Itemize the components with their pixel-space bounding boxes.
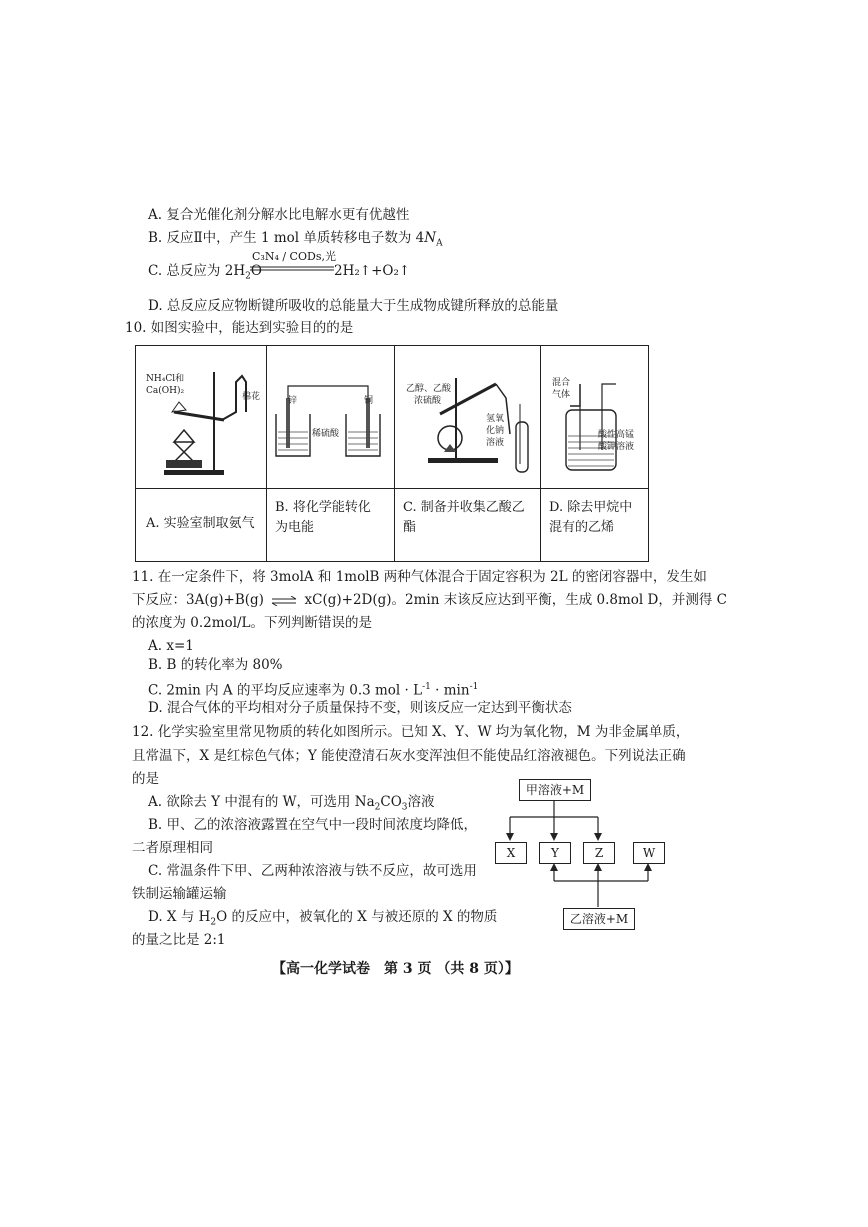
q10-apparatus-table — [135, 345, 649, 562]
q12-d-sub: 2 — [210, 917, 217, 928]
q12-a-sub1: 2 — [374, 802, 381, 813]
q9-option-c-products: 2H₂↑+O₂↑ — [334, 263, 411, 279]
q9-option-c-condition: C₃N₄ / CODs,光 — [252, 250, 336, 263]
label-conc-sulfuric-acid: 浓硫酸 — [414, 396, 442, 406]
q11-option-b: B. B 的转化率为 80% — [148, 657, 283, 673]
diagram-box-z: Z — [583, 842, 615, 864]
label-dilute-sulfuric-acid: 稀硫酸 — [312, 429, 340, 439]
table-divider — [394, 346, 395, 561]
label-zinc: 锌 — [288, 396, 298, 406]
q11-option-c — [148, 678, 478, 700]
label-ethanol-acetic-acid: 乙醇、乙酸 — [406, 384, 452, 394]
q11-c-sup1: -1 — [422, 682, 431, 692]
q11-stem-line-1: 11. 在一定条件下，将 3molA 和 1molB 两种气体混合于固定容积为 2L 的密闭容器中，发生如 — [132, 569, 707, 585]
q12-d-pre: D. X 与 H — [148, 909, 211, 925]
q12-d-post: O 的反应中，被氧化的 X 与被还原的 X 的物质 — [216, 909, 498, 925]
option-c-caption-2: 酯 — [403, 520, 417, 535]
diagram-box-top: 甲溶液+M — [519, 779, 591, 801]
label-kmno4-2: 酸钾溶液 — [598, 442, 635, 452]
option-d-caption-2: 混有的乙烯 — [549, 520, 615, 535]
option-b-caption-2: 为电能 — [275, 520, 315, 535]
option-c-caption-1: C. 制备并收集乙酸乙 — [403, 500, 525, 515]
diagram-box-y: Y — [539, 842, 571, 864]
galvanic-cell-drawing — [272, 376, 390, 476]
label-kmno4-1: 酸性高锰 — [598, 430, 635, 440]
q12-option-b-line-1: B. 甲、乙的浓溶液露置在空气中一段时间浓度均降低， — [148, 817, 478, 833]
q12-a-post: 溶液 — [407, 794, 435, 810]
q9-option-b-text: B. 反应Ⅱ中，产生 1 mol 单质转移电子数为 4 — [148, 230, 425, 246]
q12-option-c-line-1: C. 常温条件下甲、乙两种浓溶液与铁不反应，故可选用 — [148, 863, 477, 879]
q12-option-d-line-2: 的量之比是 2:1 — [132, 932, 226, 948]
q12-stem-line-1: 12. 化学实验室里常见物质的转化如图所示。已知 X、Y、W 均为氧化物，M 为非金属单质， — [132, 724, 690, 740]
q9-reaction-arrow-line — [250, 265, 334, 271]
q11-c-sup2: -1 — [469, 682, 479, 692]
q12-a-sub2: 3 — [401, 802, 408, 813]
q12-stem-line-3: 的是 — [132, 771, 159, 787]
table-divider — [266, 346, 267, 561]
q11-products: xC(g)+2D(g)。2min 末该反应达到平衡，生成 0.8mol D，并测得 C — [304, 592, 727, 608]
q12-option-a — [148, 793, 435, 817]
q9-option-d: D. 总反应反应物断键所吸收的总能量大于生成物成键所释放的总能量 — [148, 298, 559, 314]
table-divider — [136, 488, 648, 489]
q11-option-c-mid: · min — [430, 682, 470, 699]
q11-stem-line-3: 的浓度为 0.2mol/L。下列判断错误的是 — [132, 615, 373, 631]
label-naoh-3: 溶液 — [486, 438, 505, 448]
option-a-caption: A. 实验室制取氨气 — [146, 516, 255, 531]
q9-option-c-reactant: 2H — [224, 263, 246, 279]
q9-option-c-prefix: C. 总反应为 — [148, 263, 221, 279]
label-naoh-1: 氢氧 — [486, 414, 505, 424]
q9-c-sub2: 2 — [245, 271, 251, 282]
q12-option-a-text: A. 欲除去 Y 中混有的 W，可选用 Na — [148, 794, 375, 810]
q11-reactants: 下反应：3A(g)+B(g) — [132, 592, 264, 608]
option-d-caption-1: D. 除去甲烷中 — [549, 500, 633, 515]
label-mixed-gas-1: 混合 — [552, 378, 571, 388]
label-cotton: 棉花 — [242, 392, 261, 402]
q9-option-b-sub: A — [436, 238, 443, 249]
label-copper: 铜 — [364, 396, 374, 406]
label-caoh2: Ca(OH)₂ — [146, 386, 185, 396]
ammonia-apparatus-drawing — [144, 352, 262, 482]
equilibrium-arrow-icon — [271, 596, 297, 606]
page-footer: 【高一化学试卷 第 3 页 （共 8 页）】 — [272, 961, 519, 977]
table-divider — [540, 346, 541, 561]
q12-stem-line-2: 且常温下，X 是红棕色气体；Y 能使澄清石灰水变浑浊但不能使品红溶液褪色。下列说法正确 — [132, 748, 686, 764]
q12-option-c-line-2: 铁制运输罐运输 — [132, 886, 227, 902]
q10-stem: 10. 如图实验中，能达到实验目的的是 — [125, 320, 354, 336]
q12-a-mid: CO — [380, 794, 402, 810]
diagram-box-w: W — [633, 842, 665, 864]
option-b-caption-1: B. 将化学能转化 — [275, 500, 371, 515]
q11-option-a: A. x=1 — [148, 638, 194, 654]
q11-option-c-text: C. 2min 内 A 的平均反应速率为 0.3 mol · L — [148, 682, 423, 699]
q12-option-d-line-1 — [148, 908, 497, 932]
label-naoh-2: 化钠 — [486, 426, 505, 436]
q11-stem-line-2 — [132, 591, 727, 609]
q9-option-b-na: N — [424, 230, 437, 246]
q12-option-b-line-2: 二者原理相同 — [132, 840, 213, 856]
diagram-box-bottom: 乙溶液+M — [563, 908, 635, 930]
q9-option-c: C. 总反应为 $2H_2O$ — [148, 263, 262, 282]
label-nh4cl: NH₄Cl和 — [146, 374, 185, 384]
label-mixed-gas-2: 气体 — [552, 390, 571, 400]
q11-option-d: D. 混合气体的平均相对分子质量保持不变，则该反应一定达到平衡状态 — [148, 700, 572, 716]
diagram-box-x: X — [495, 842, 527, 864]
q9-option-a: A. 复合光催化剂分解水比电解水更有优越性 — [148, 207, 410, 223]
